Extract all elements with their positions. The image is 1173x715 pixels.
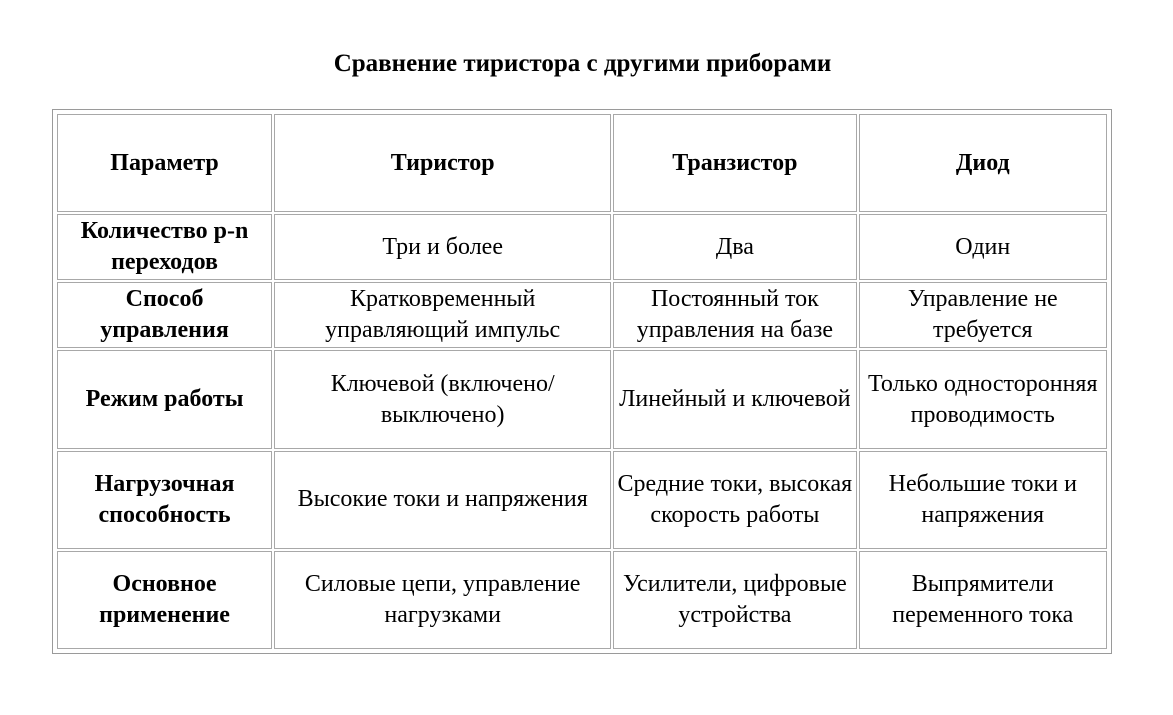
header-diode: Диод <box>859 114 1107 212</box>
row-param-operating-mode: Режим работы <box>57 350 272 448</box>
cell-transistor: Усилители, цифровые устройства <box>613 551 856 649</box>
cell-thyristor: Силовые цепи, управление нагрузками <box>274 551 611 649</box>
header-parameter: Параметр <box>57 114 272 212</box>
comparison-table-frame <box>52 109 1112 654</box>
cell-transistor: Два <box>613 214 856 280</box>
table-row <box>57 551 1107 649</box>
table-header-row <box>57 114 1107 212</box>
table-row <box>57 350 1107 448</box>
cell-thyristor: Кратковременный управляющий импульс <box>274 282 611 348</box>
table-row <box>57 282 1107 348</box>
table-row <box>57 214 1107 280</box>
page-title: Сравнение тиристора с другими приборами <box>333 50 832 77</box>
cell-diode: Небольшие токи и напряжения <box>859 451 1107 549</box>
cell-diode: Только односторонняя проводимость <box>859 350 1107 448</box>
cell-diode: Управление не требуется <box>859 282 1107 348</box>
cell-diode: Выпрямители переменного тока <box>859 551 1107 649</box>
cell-transistor: Постоянный ток управления на базе <box>613 282 856 348</box>
table-row <box>57 451 1107 549</box>
header-transistor: Транзистор <box>613 114 856 212</box>
cell-transistor: Линейный и ключевой <box>613 350 856 448</box>
cell-diode: Один <box>859 214 1107 280</box>
header-thyristor: Тиристор <box>274 114 611 212</box>
row-param-control-method: Способ управления <box>57 282 272 348</box>
cell-transistor: Средние токи, высокая скорость работы <box>613 451 856 549</box>
cell-thyristor: Ключевой (включено/выключено) <box>274 350 611 448</box>
row-param-load-capacity: Нагрузочная способность <box>57 451 272 549</box>
cell-thyristor: Три и более <box>274 214 611 280</box>
row-param-main-application: Основное применение <box>57 551 272 649</box>
row-param-pn-junctions: Количество p-n переходов <box>57 214 272 280</box>
cell-thyristor: Высокие токи и напряжения <box>274 451 611 549</box>
comparison-table <box>55 112 1109 651</box>
